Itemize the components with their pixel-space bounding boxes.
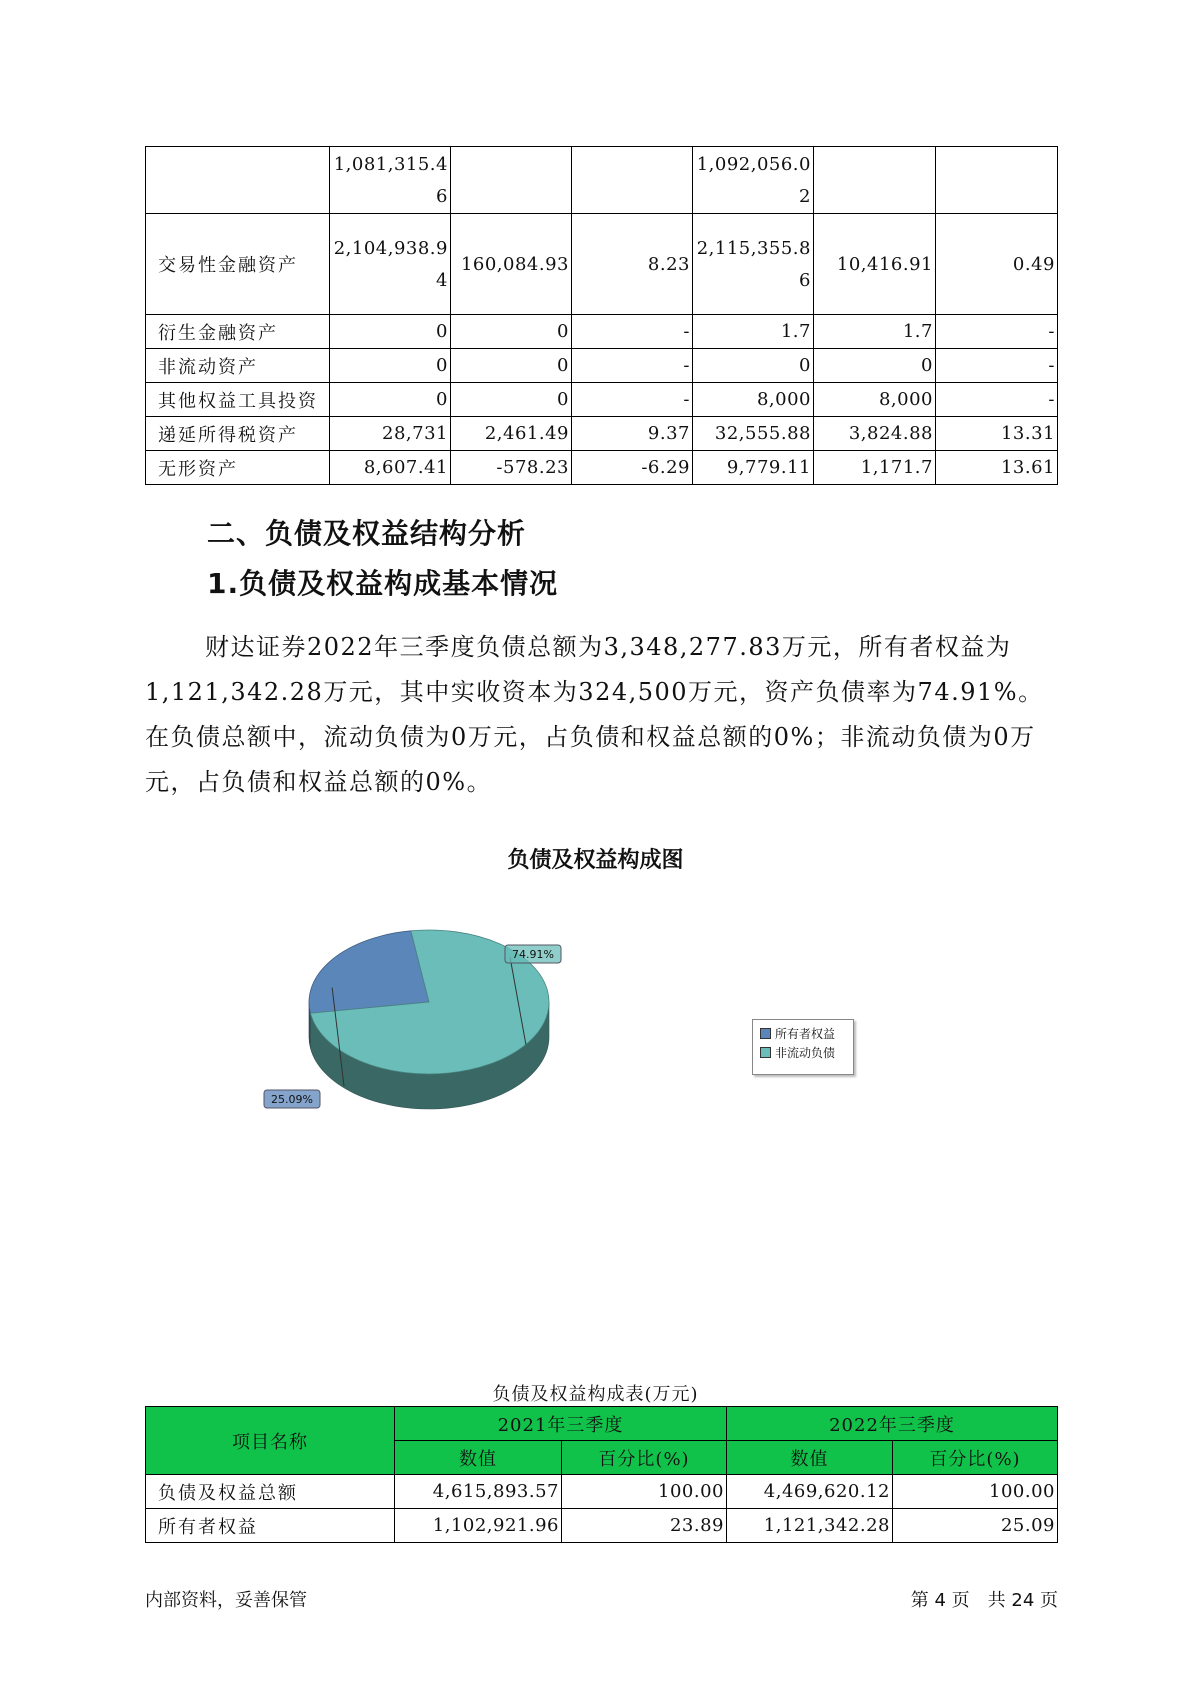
cell: 8,000 bbox=[814, 383, 936, 417]
data-label: 25.09% bbox=[271, 1093, 313, 1106]
cell: 23.89 bbox=[562, 1509, 727, 1543]
cell: -578.23 bbox=[451, 451, 572, 485]
table-row bbox=[146, 1475, 1058, 1509]
header-value: 数值 bbox=[727, 1441, 893, 1475]
header-period-2021: 2021年三季度 bbox=[395, 1407, 727, 1441]
row-label: 无形资产 bbox=[146, 451, 330, 485]
cell: - bbox=[936, 315, 1058, 349]
cell: 1.7 bbox=[814, 315, 936, 349]
cell: 9.37 bbox=[572, 417, 693, 451]
cell: 0 bbox=[330, 349, 451, 383]
header-period-2022: 2022年三季度 bbox=[727, 1407, 1058, 1441]
cell: 0 bbox=[693, 349, 814, 383]
cell: 10,416.91 bbox=[814, 214, 936, 315]
cell: 1.7 bbox=[693, 315, 814, 349]
legend-label: 所有者权益 bbox=[775, 1027, 836, 1041]
cell: 8.23 bbox=[572, 214, 693, 315]
header-item: 项目名称 bbox=[146, 1407, 395, 1475]
row-label: 递延所得税资产 bbox=[146, 417, 330, 451]
cell: 0 bbox=[451, 349, 572, 383]
equity-table bbox=[145, 1406, 1058, 1543]
chart-legend bbox=[752, 1019, 854, 1075]
footer-note: 内部资料，妥善保管 bbox=[145, 1590, 307, 1611]
row-label: 负债及权益总额 bbox=[146, 1475, 395, 1509]
cell: 0.49 bbox=[936, 214, 1058, 315]
data-label: 74.91% bbox=[512, 948, 554, 961]
cell: 0 bbox=[330, 315, 451, 349]
cell: 1,102,921.96 bbox=[395, 1509, 562, 1543]
cell: 2,104,938.94 bbox=[330, 214, 451, 315]
page-number: 第 4 页 共 24 页 bbox=[910, 1590, 1058, 1611]
legend-item bbox=[753, 1024, 853, 1043]
legend-swatch bbox=[760, 1047, 771, 1058]
row-label: 非流动资产 bbox=[146, 349, 330, 383]
subsection-heading: 1.负债及权益构成基本情况 bbox=[207, 567, 559, 600]
cell: 3,824.88 bbox=[814, 417, 936, 451]
cell: - bbox=[572, 349, 693, 383]
row-label: 衍生金融资产 bbox=[146, 315, 330, 349]
pie-slice bbox=[309, 931, 429, 1013]
cell: 0 bbox=[330, 383, 451, 417]
legend-label: 非流动负债 bbox=[775, 1046, 836, 1060]
cell: 160,084.93 bbox=[451, 214, 572, 315]
section-heading: 二、负债及权益结构分析 bbox=[207, 517, 527, 550]
legend-swatch bbox=[760, 1028, 771, 1039]
table-header-row bbox=[146, 1407, 1058, 1441]
legend-item bbox=[753, 1043, 853, 1062]
header-pct: 百分比(%) bbox=[893, 1441, 1058, 1475]
cell: 9,779.11 bbox=[693, 451, 814, 485]
cell: 1,171.7 bbox=[814, 451, 936, 485]
cell: 0 bbox=[451, 383, 572, 417]
row-label: 交易性金融资产 bbox=[146, 214, 330, 315]
cell: 32,555.88 bbox=[693, 417, 814, 451]
row-label: 所有者权益 bbox=[146, 1509, 395, 1543]
cell: 1,092,056.02 bbox=[693, 147, 814, 214]
cell: 25.09 bbox=[893, 1509, 1058, 1543]
cell: 8,000 bbox=[693, 383, 814, 417]
chart-title: 负债及权益构成图 bbox=[507, 848, 684, 873]
cell: 1,081,315.46 bbox=[330, 147, 451, 214]
cell: - bbox=[572, 315, 693, 349]
cell: - bbox=[936, 383, 1058, 417]
row-label: 其他权益工具投资 bbox=[146, 383, 330, 417]
cell: - bbox=[936, 349, 1058, 383]
cell: - bbox=[572, 383, 693, 417]
cell: 100.00 bbox=[562, 1475, 727, 1509]
header-value: 数值 bbox=[395, 1441, 562, 1475]
cell: 4,615,893.57 bbox=[395, 1475, 562, 1509]
cell: 2,115,355.86 bbox=[693, 214, 814, 315]
cell: 2,461.49 bbox=[451, 417, 572, 451]
cell: -6.29 bbox=[572, 451, 693, 485]
analysis-paragraph: 财达证券2022年三季度负债总额为3,348,277.83万元，所有者权益为1,121,342.28万元，其中实收资本为324,500万元，资产负债率为74.91%。在负债总额中，流动负债为0万元，占负债和权益总额的0%；非流动负债为0万元，占负债和权益总额的0%。 bbox=[145, 633, 1044, 796]
header-pct: 百分比(%) bbox=[562, 1441, 727, 1475]
cell: 4,469,620.12 bbox=[727, 1475, 893, 1509]
cell: 28,731 bbox=[330, 417, 451, 451]
cell: 8,607.41 bbox=[330, 451, 451, 485]
cell: 1,121,342.28 bbox=[727, 1509, 893, 1543]
table-row bbox=[146, 1509, 1058, 1543]
cell: 100.00 bbox=[893, 1475, 1058, 1509]
table-caption: 负债及权益构成表(万元) bbox=[492, 1384, 699, 1405]
cell: 0 bbox=[451, 315, 572, 349]
cell: 13.61 bbox=[936, 451, 1058, 485]
cell: 13.31 bbox=[936, 417, 1058, 451]
cell: 0 bbox=[814, 349, 936, 383]
